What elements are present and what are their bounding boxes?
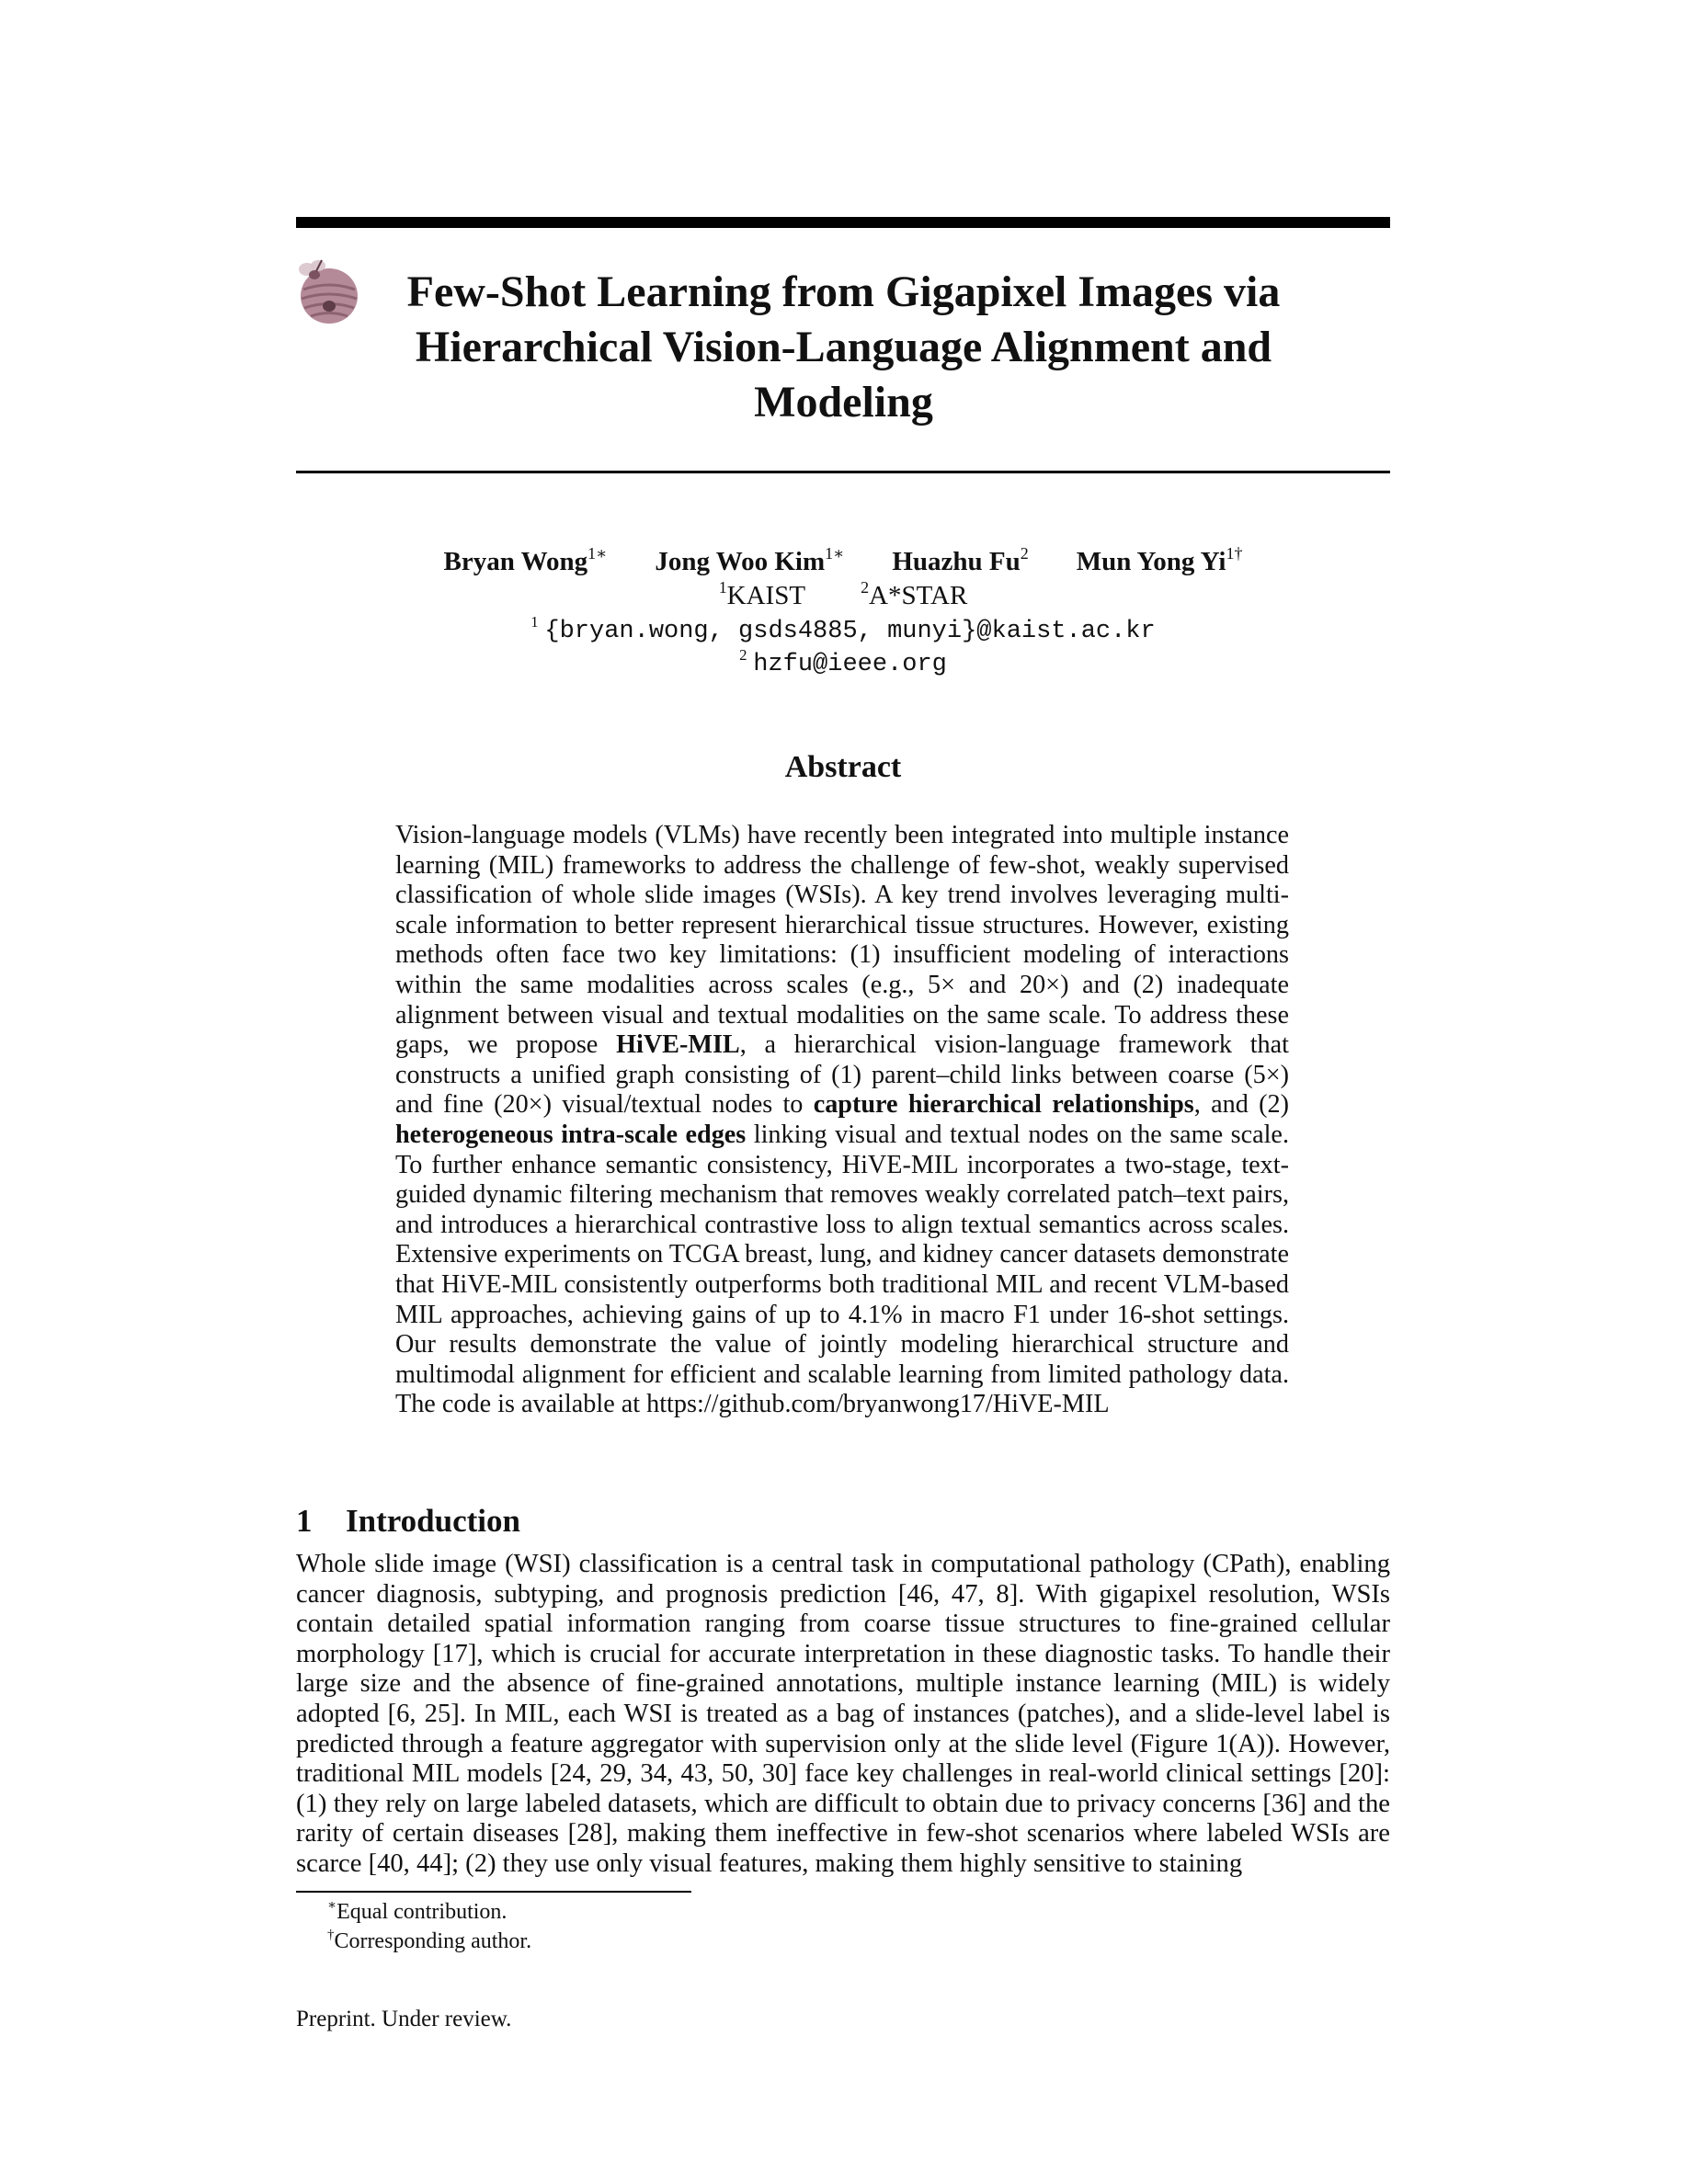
- title-line: Hierarchical Vision-Language Alignment and: [415, 323, 1272, 371]
- preprint-notice: Preprint. Under review.: [296, 2007, 512, 2031]
- title-line: Modeling: [754, 378, 933, 427]
- author-name: Jong Woo Kim: [655, 547, 826, 576]
- abstract-text: linking visual and textual nodes on the same scale. To further enhance semantic consistency, HiVE-MIL incorporates a two-stage, text-guided dynamic filtering mechanism that removes weakly correlated patch–text pairs, and introduces a hierarchical contrastive loss to align textual semantics across scales. Extensive experiments on TCGA breast, lung, and kidney cancer datasets demonstrate that HiVE-MIL consistently outperforms both traditional MIL and recent VLM-based MIL approaches, achieving gains of up to 4.1% in macro F1 under 16-shot settings. Our results demonstrate the value of jointly modeling hierarchical structure and multimodal alignment for efficient and scalable learning from limited pathology data. The code is available at https://github.com/bryanwong17/HiVE-MIL: [395, 1120, 1289, 1419]
- footnote-rule: [296, 1891, 691, 1893]
- title-bottom-rule: [296, 471, 1390, 473]
- affiliation-name: KAIST: [726, 581, 806, 610]
- section-heading-introduction: [296, 1502, 520, 1541]
- footnote: [327, 1928, 531, 1955]
- author-list: [296, 545, 1390, 578]
- author-marks: 1∗: [587, 544, 608, 563]
- abstract-text: , a hierarchical vision-language framework that constructs a unified graph consisting of (1) parent–child links between coarse (5×) and fine (20×) visual/textual nodes to: [395, 1030, 1289, 1120]
- affiliation-mark: 1: [718, 578, 727, 597]
- beehive-bee-logo-icon: [292, 253, 362, 328]
- affiliations: [296, 579, 1390, 612]
- email-address: hzfu@ieee.org: [753, 651, 947, 678]
- email-mark: 1: [530, 613, 539, 631]
- footnote-text: Equal contribution.: [336, 1900, 508, 1924]
- author-marks: 1†: [1226, 544, 1243, 563]
- title-line: Few-Shot Learning from Gigapixel Images via: [406, 267, 1281, 316]
- affiliation-name: A*STAR: [869, 581, 968, 610]
- author-name: Mun Yong Yi: [1076, 547, 1226, 576]
- affiliation-mark: 2: [861, 578, 870, 597]
- email-address: {bryan.wong, gsds4885, munyi}@kaist.ac.kr: [544, 618, 1156, 645]
- section-number: 1: [296, 1503, 313, 1539]
- footnote-mark: ∗: [327, 1898, 337, 1914]
- abstract-heading: Abstract: [784, 750, 902, 784]
- paper-title: [368, 265, 1319, 430]
- footnote-text: Corresponding author.: [334, 1929, 532, 1953]
- email-line: [296, 612, 1390, 648]
- abstract-bold-phrase: heterogeneous intra-scale edges: [395, 1120, 747, 1149]
- author-marks: 1∗: [825, 544, 845, 563]
- author-name: Bryan Wong: [443, 547, 588, 576]
- abstract-bold-method: HiVE-MIL: [616, 1030, 740, 1060]
- top-rule: [296, 217, 1390, 228]
- author-name: Huazhu Fu: [892, 547, 1021, 576]
- email-mark: 2: [739, 646, 747, 665]
- abstract-body: [395, 821, 1289, 1420]
- abstract-text: , and (2): [1193, 1090, 1289, 1120]
- introduction-body: Whole slide image (WSI) classification is a central task in computational pathology (CPath), enabling cancer diagnosis, subtyping, and prognosis prediction [46, 47, 8]. With gigapixel resolution, WSIs contain detailed spatial information ranging from coarse tissue structures to fine-grained cellular morphology [17], which is crucial for accurate interpretation in these diagnostic tasks. To handle their large size and the absence of fine-grained annotations, multiple instance learning (MIL) is widely adopted [6, 25]. In MIL, each WSI is treated as a bag of instances (patches), and a slide-level label is predicted through a feature aggregator with supervision only at the slide level (Figure 1(A)). However, traditional MIL models [24, 29, 34, 43, 50, 30] face key challenges in real-world clinical settings [20]: (1) they rely on large labeled datasets, which are difficult to obtain due to privacy concerns [36] and the rarity of certain diseases [28], making them ineffective in few-shot scenarios where labeled WSIs are scarce [40, 44]; (2) they use only visual features, making them highly sensitive to staining: [296, 1550, 1390, 1878]
- abstract-bold-phrase: capture hierarchical relationships: [813, 1090, 1194, 1120]
- author-marks: 2: [1020, 544, 1029, 563]
- abstract-text: Vision-language models (VLMs) have recently been integrated into multiple instance learning (MIL) frameworks to address the challenge of few-shot, weakly supervised classification of whole slide images (WSIs). A key trend involves leveraging multi-scale information to better represent hierarchical tissue structures. However, existing methods often face two key limitations: (1) insufficient modeling of interactions within the same modalities across scales (e.g., 5× and 20×) and (2) inadequate alignment between visual and textual modalities on the same scale. To address these gaps, we propose: [395, 821, 1289, 1060]
- footnote-mark: †: [327, 1928, 335, 1943]
- email-line: [296, 645, 1390, 681]
- footnote: [327, 1898, 507, 1926]
- section-title: Introduction: [346, 1503, 520, 1539]
